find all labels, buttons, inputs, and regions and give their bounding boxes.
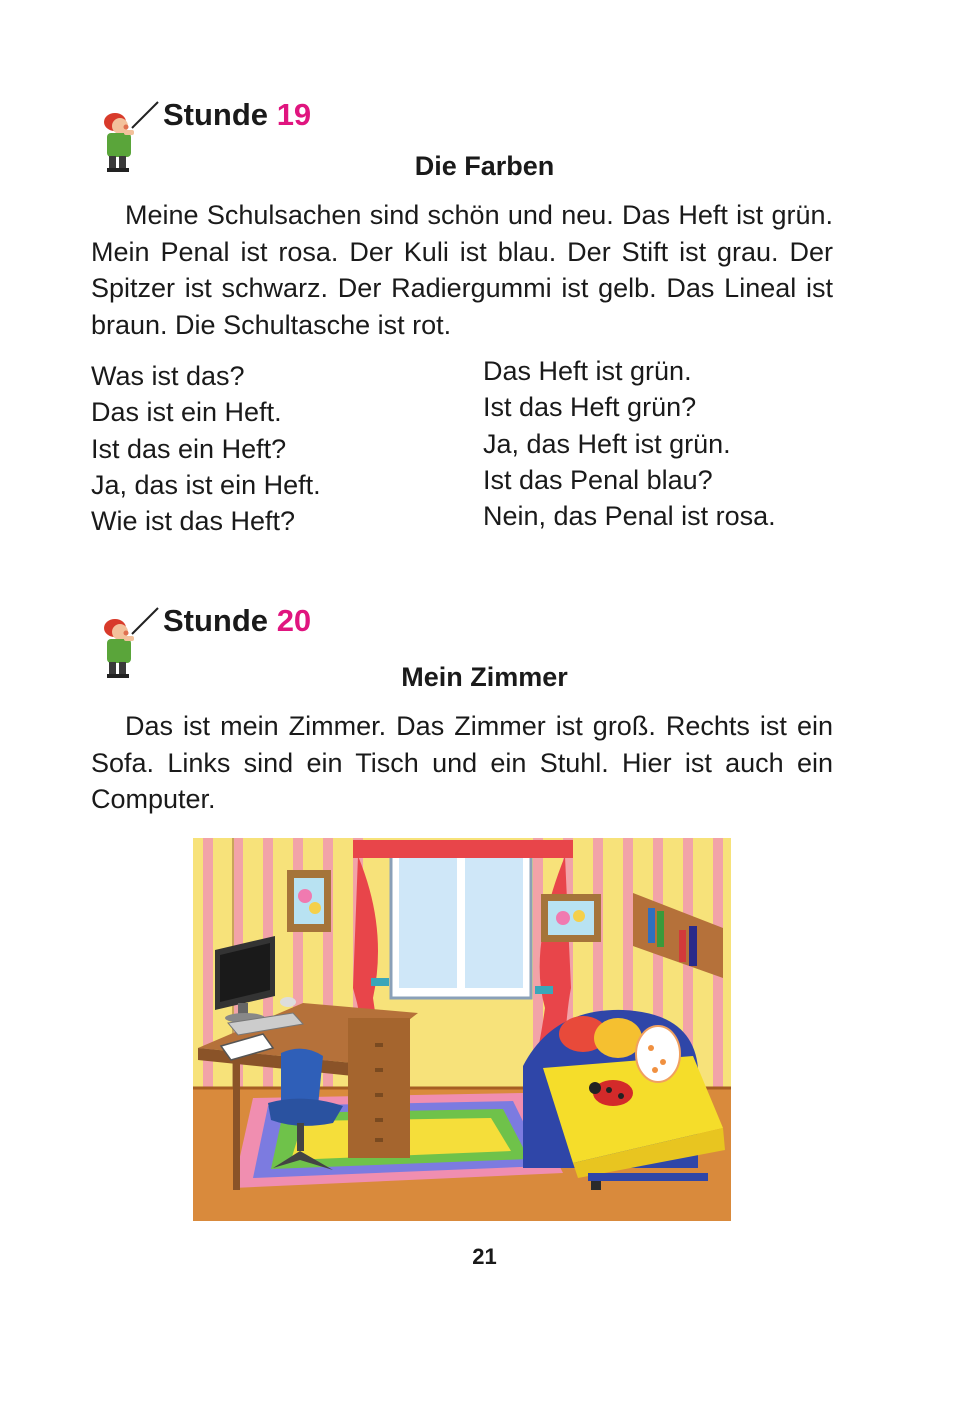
lesson-number: 19: [276, 97, 312, 132]
dialog-line: Wie ist das Heft?: [91, 506, 296, 537]
dialog-line: Ist das Heft grün?: [483, 392, 697, 423]
dialog-line: Was ist das?: [91, 361, 245, 391]
dialog-line: Das ist ein Heft.: [91, 397, 282, 428]
lesson-title: Mein Zimmer: [401, 662, 568, 692]
lesson-heading: [163, 97, 311, 133]
lesson-paragraph: Das ist mein Zimmer. Das Zimmer ist groß. Rechts ist ein Sofa. Links sind ein Tisch und ein Stuhl. Hier ist auch ein Computer.: [91, 711, 833, 814]
dialog-left: [91, 358, 321, 539]
dialog-right: [483, 353, 776, 534]
lesson-title: Die Farben: [414, 151, 555, 181]
dialog-line: Ja, das Heft ist grün.: [483, 428, 731, 459]
dialog-line: Ist das Penal blau?: [483, 464, 713, 495]
lesson-paragraph: Meine Schulsachen sind schön und neu. Das Heft ist grün. Mein Penal ist rosa. Der Kuli ist blau. Der Stift ist grau. Der Spitzer ist schwarz. Der Radiergummi ist gelb. Das Lineal ist braun. Die Schultasche ist rot.: [91, 200, 833, 340]
dialog-line: Das Heft ist grün.: [483, 356, 692, 386]
bedroom-illustration: [193, 838, 731, 1221]
lesson-heading-word: Stunde: [163, 603, 269, 638]
dialog-line: Ja, das ist ein Heft.: [91, 469, 321, 500]
lesson-number: 20: [276, 603, 312, 638]
dialog-line: Nein, das Penal ist rosa.: [483, 501, 776, 532]
dialog-line: Ist das ein Heft?: [91, 433, 287, 464]
lesson-heading: [163, 603, 311, 639]
page-number: 21: [472, 1244, 497, 1269]
lesson-heading-word: Stunde: [163, 97, 269, 132]
